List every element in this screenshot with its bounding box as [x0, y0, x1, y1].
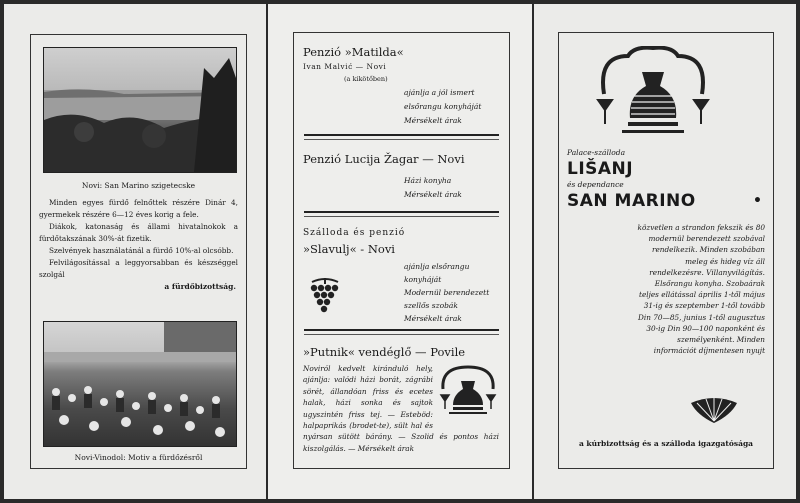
- info-paragraph: Minden egyes fürdő felnőttek részére Dinár 4, gyermekek részére 6—12 éves korig a fele.: [39, 198, 238, 219]
- slavulj-line: Mérsékelt árak: [404, 314, 462, 323]
- bathers-photo: [43, 321, 237, 447]
- wine-jug-icon: [437, 363, 499, 419]
- lucija-title: Penzió Lucija Žagar — Novi: [303, 152, 465, 166]
- footer-signature: a kúrbizottság és a szálloda igazgatósága: [578, 439, 754, 448]
- slavulj-subtitle: Szálloda és penzió: [303, 228, 406, 238]
- slavulj-line: Modernül berendezett: [404, 288, 490, 297]
- island-photo-drawing: [44, 48, 236, 172]
- bath-committee-signature: a fürdőbizottság.: [164, 282, 236, 291]
- divider: [304, 216, 499, 217]
- dependance-prefix: és dependance: [567, 180, 624, 189]
- wine-jug-logo: [594, 46, 712, 142]
- middle-panel: [268, 4, 532, 499]
- hotel-description: közvetlen a strandon fekszik és 80 modernül berendezett szobával rendelkezik. Minden szobában meleg és hideg víz áll rendelkezésre. Villanyvilágítás. Elsőrangu konyha. Szobaárak teljes ellátással április 1-től május 31-ig és szeptember 1-től tovább Din 70—85, junius 1-től augusztus 30-ig Din 90—100 naponként és személyenként. Minden információt díjmentesen nyujt: [637, 223, 765, 356]
- matilda-title: Penzió »Matilda«: [303, 45, 404, 59]
- hotel-name-lisanj: LIŠANJ: [567, 159, 634, 179]
- slavulj-line: ajánlja elsőrangu: [404, 262, 470, 271]
- info-paragraph: Felvilágosítással a leggyorsabban és készséggel szolgál: [39, 258, 238, 279]
- divider: [304, 329, 499, 331]
- slavulj-title: »Slavulj« - Novi: [303, 242, 395, 256]
- hotel-prefix: Palace-szálloda: [567, 148, 626, 157]
- bathers-photo-drawing: [44, 322, 236, 446]
- bath-info-text: [39, 197, 238, 281]
- grapes-icon: [306, 276, 344, 316]
- info-paragraph: Diákok, katonaság és állami hivatalnokok a fürdőtakszának 30%-át fizetik.: [39, 222, 238, 243]
- divider: [304, 134, 499, 136]
- left-panel: [4, 4, 266, 499]
- divider: [304, 139, 499, 140]
- matilda-line: ajánlja a jól ismert: [404, 88, 475, 97]
- island-photo: [43, 47, 237, 173]
- slavulj-line: konyháját: [404, 275, 442, 284]
- photo2-caption: Novi-Vinodol: Motiv a fürdőzésről: [74, 453, 203, 462]
- divider: [304, 211, 499, 213]
- divider: [304, 334, 499, 335]
- shell-icon: [687, 393, 741, 425]
- putnik-description: Noviról kedvelt kiránduló hely, ajánlja: valódi házi borát, zágrábi sörét, állandóan friss és ecetes halak, házi sonka és sajtok ugyszintén friss tej. — Esteböd: halpaprikás (brodet-te), sült hal és nyársan sütött bárány. — Szolid és pontos házi kiszolgálás. — Mérsékelt árak: [303, 364, 499, 453]
- matilda-line: elsőrangu konyháját: [404, 102, 482, 111]
- putnik-text: [303, 363, 499, 454]
- matilda-line: Mérsékelt árak: [404, 116, 462, 125]
- matilda-location: (a kikötőben): [344, 75, 388, 83]
- left-panel-frame: [30, 34, 247, 469]
- hotel-name-san-marino: SAN MARINO: [567, 191, 696, 211]
- matilda-owner: Ivan Malvić — Novi: [303, 62, 387, 71]
- photo1-caption: Novi: San Marino szigetecske: [81, 181, 196, 190]
- info-paragraph: Szelvények használatánál a fürdő 10%-al olcsóbb.: [49, 246, 234, 255]
- right-panel-frame: [558, 32, 774, 469]
- putnik-title: »Putnik« vendéglő — Povile: [303, 345, 466, 359]
- lucija-line: Mérsékelt árak: [404, 190, 462, 199]
- slavulj-line: szellős szobák: [404, 301, 458, 310]
- lucija-line: Házi konyha: [404, 176, 452, 185]
- right-panel: [534, 4, 796, 499]
- middle-panel-frame: [293, 32, 510, 469]
- bullet-mark: •: [753, 193, 763, 209]
